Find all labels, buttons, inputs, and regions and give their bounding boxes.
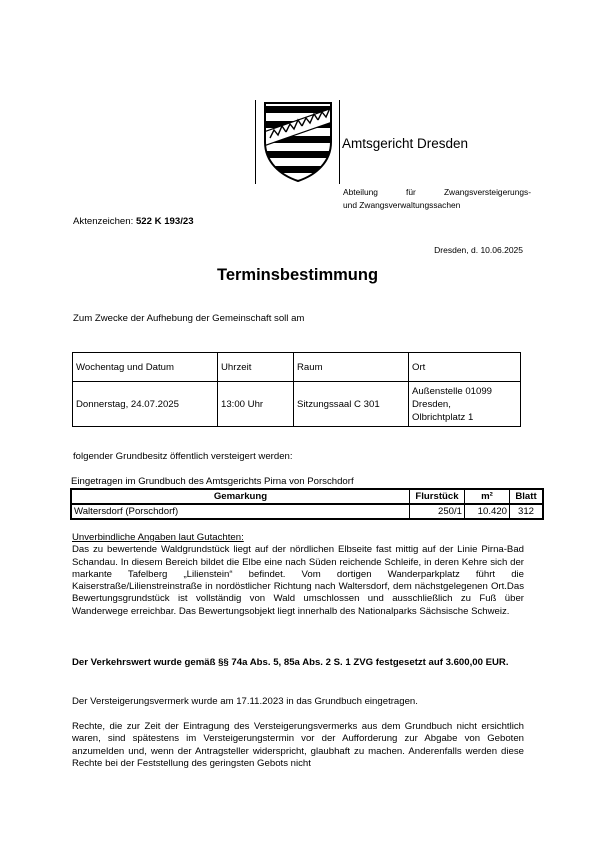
place-line-3: Olbrichtplatz 1 [412, 411, 474, 423]
cell-blatt: 312 [510, 504, 544, 519]
cell-time: 13:00 Uhr [218, 382, 294, 427]
appointment-table-header [73, 353, 521, 382]
header-room: Raum [294, 353, 409, 382]
parcel-table-header [71, 489, 543, 504]
header-time: Uhrzeit [218, 353, 294, 382]
appointment-table [72, 352, 521, 427]
cell-date: Donnerstag, 24.07.2025 [73, 382, 218, 427]
appointment-table-row [73, 382, 521, 427]
description-heading: Unverbindliche Angaben laut Gutachten: [72, 532, 244, 543]
department-line-1: Abteilung für Zwangsversteigerungs- [343, 187, 531, 197]
logo-divider-left [255, 100, 256, 184]
court-name: Amtsgericht Dresden [342, 136, 469, 151]
cell-area: 10.420 [465, 504, 510, 519]
department-line-2: und Zwangsverwaltungssachen [343, 200, 461, 210]
market-value-text: Der Verkehrswert wurde gemäß §§ 74a Abs. 5, 85a Abs. 2 S. 1 ZVG festgesetzt auf 3.600,00 EUR. [72, 657, 509, 668]
file-number: 522 K 193/23 [135, 216, 194, 227]
header-area: m² [465, 489, 510, 504]
cell-gemarkung: Waltersdorf (Porschdorf) [71, 504, 410, 519]
cell-flurstueck: 250/1 [410, 504, 465, 519]
document-title: Terminsbestimmung [216, 266, 379, 284]
place-line-2: Dresden, [412, 398, 451, 410]
cell-room: Sitzungssaal C 301 [294, 382, 409, 427]
header-place: Ort [409, 353, 521, 382]
parcel-table [70, 488, 544, 520]
place-line-1: Außenstelle 01099 [412, 385, 493, 397]
logo-divider-right [339, 100, 340, 184]
coat-of-arms-logo [262, 100, 334, 184]
parcel-table-row [71, 504, 543, 519]
court-department [343, 186, 531, 212]
intro-text: Zum Zwecke der Aufhebung der Gemeinschaft soll am [73, 313, 305, 324]
header-blatt: Blatt [510, 489, 544, 504]
file-label: Aktenzeichen: [73, 216, 134, 227]
description-section [72, 532, 524, 618]
cell-place [409, 382, 521, 427]
place-date: Dresden, d. 10.06.2025 [434, 245, 523, 255]
registration-note: Der Versteigerungsvermerk wurde am 17.11.2023 in das Grundbuch eingetragen. [72, 696, 418, 707]
header-gemarkung: Gemarkung [71, 489, 410, 504]
property-intro: folgender Grundbesitz öffentlich versteigert werden: [73, 451, 293, 462]
description-text: Das zu bewertende Waldgrundstück liegt auf der nördlichen Elbseite fast mittig auf der Linie Pirna-Bad Schandau. In diesem Bereich bildet die Elbe eine nach Süden reichende Schleife, in deren Kehre sich der markante Tafelberg „Lilienstein“ befindet. Vom dortigen Wanderparkplatz führt die Kaiserstraße/Lilienstreinstraße in nordöstlicher Richtung nach Waltersdorf, dem nächstgelegenen Ort.Das Bewertungsgrundstück ist vollständig von Wald umschlossen und ausschließlich zu Fuß über Wanderwege erreichbar. Das Bewertungsobjekt liegt innerhalb des Nationalparks Sächsische Schweiz. [72, 544, 524, 617]
rights-text: Rechte, die zur Zeit der Eintragung des Versteigerungsvermerks aus dem Grundbuch nicht ersichtlich waren, sind spätestens im Versteigerungstermin vor der Aufforderung zur Abgabe von Geboten anzumelden und, wenn der Antragsteller widerspricht, glaubhaft zu machen. Anderenfalls werden diese Rechte bei der Feststellung des geringsten Gebots nicht [72, 721, 524, 769]
header-date: Wochentag und Datum [73, 353, 218, 382]
header-flurstueck: Flurstück [410, 489, 465, 504]
land-register-line: Eingetragen im Grundbuch des Amtsgerichts Pirna von Porschdorf [71, 476, 354, 487]
file-reference [73, 216, 194, 227]
